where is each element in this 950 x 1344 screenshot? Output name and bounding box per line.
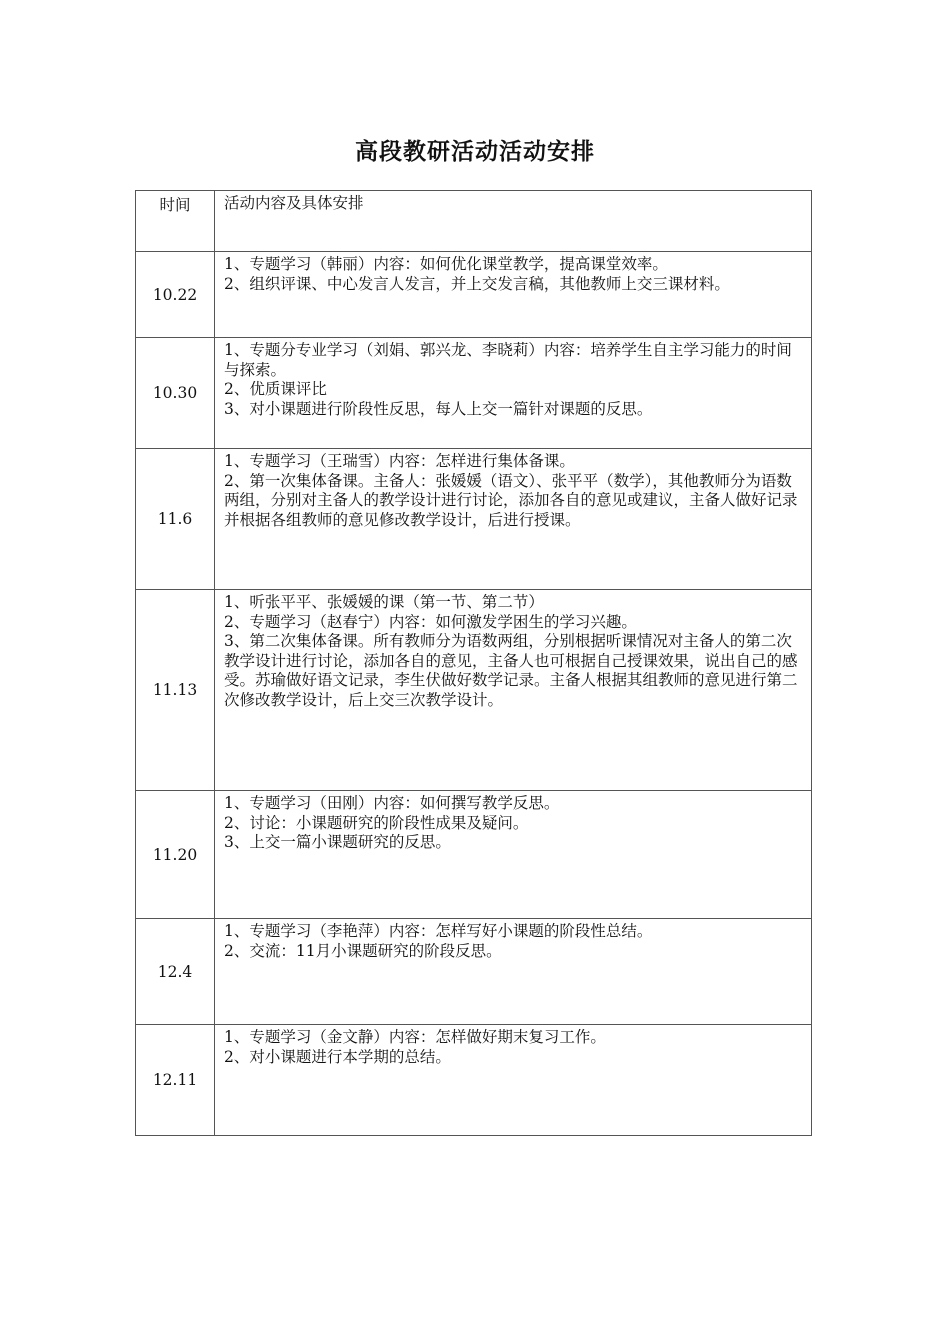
content-line: 1、专题分专业学习（刘娟、郭兴龙、李晓莉）内容：培养学生自主学习能力的时间与探索。 xyxy=(224,341,792,379)
content-line: 1、专题学习（李艳萍）内容：怎样写好小课题的阶段性总结。 xyxy=(224,922,653,940)
row-time: 11.6 xyxy=(136,449,215,590)
row-time: 12.11 xyxy=(136,1025,215,1136)
row-time: 12.4 xyxy=(136,919,215,1025)
content-line: 2、组织评课、中心发言人发言，并上交发言稿，其他教师上交三课材料。 xyxy=(224,274,730,293)
content-line: 1、专题学习（田刚）内容：如何撰写教学反思。 xyxy=(224,794,560,812)
row-content xyxy=(215,338,812,449)
row-time: 11.20 xyxy=(136,791,215,919)
table-row xyxy=(136,919,812,1025)
row-content xyxy=(215,449,812,590)
header-time: 时间 xyxy=(136,191,215,252)
row-time: 11.13 xyxy=(136,590,215,791)
content-line: 2、对小课题进行本学期的总结。 xyxy=(224,1047,451,1066)
content-line: 2、专题学习（赵春宁）内容：如何激发学困生的学习兴趣。 xyxy=(224,612,637,631)
row-content xyxy=(215,590,812,791)
table-row xyxy=(136,590,812,791)
row-time: 10.30 xyxy=(136,338,215,449)
table-row xyxy=(136,1025,812,1136)
table-row xyxy=(136,252,812,338)
content-line: 1、专题学习（金文静）内容：怎样做好期末复习工作。 xyxy=(224,1028,606,1046)
content-line: 1、专题学习（王瑞雪）内容：怎样进行集体备课。 xyxy=(224,452,575,470)
row-content xyxy=(215,791,812,919)
content-line: 3、对小课题进行阶段性反思，每人上交一篇针对课题的反思。 xyxy=(224,399,653,418)
row-content xyxy=(215,1025,812,1136)
table-row xyxy=(136,449,812,590)
content-line: 3、上交一篇小课题研究的反思。 xyxy=(224,833,451,851)
schedule-table xyxy=(135,190,812,1136)
content-line: 2、优质课评比 xyxy=(224,380,327,398)
content-line: 1、听张平平、张媛媛的课（第一节、第二节） xyxy=(224,593,544,611)
content-line: 2、第一次集体备课。主备人：张媛媛（语文）、张平平（数学），其他教师分为语数两组，分别对主备人的教学设计进行讨论，添加各自的意见或建议，主备人做好记录并根据各组教师的意见修改教学设计，后进行授课。 xyxy=(224,471,798,529)
table-header-row xyxy=(136,191,812,252)
content-line: 2、讨论：小课题研究的阶段性成果及疑问。 xyxy=(224,813,529,832)
row-time: 10.22 xyxy=(136,252,215,338)
table-row xyxy=(136,338,812,449)
content-line: 3、第二次集体备课。所有教师分为语数两组，分别根据听课情况对主备人的第二次教学设计进行讨论，添加各自的意见，主备人也可根据自己授课效果，说出自己的感受。苏瑜做好语文记录，李生伏做好数学记录。主备人根据其组教师的意见进行第二次修改教学设计，后上交三次教学设计。 xyxy=(224,632,798,709)
row-content xyxy=(215,252,812,338)
content-line: 2、交流：11月小课题研究的阶段反思。 xyxy=(224,941,502,960)
row-content xyxy=(215,919,812,1025)
table-row xyxy=(136,791,812,919)
header-content: 活动内容及具体安排 xyxy=(215,191,812,252)
content-line: 1、专题学习（韩丽）内容：如何优化课堂教学，提高课堂效率。 xyxy=(224,255,668,273)
page-title: 高段教研活动活动安排 xyxy=(355,139,595,165)
